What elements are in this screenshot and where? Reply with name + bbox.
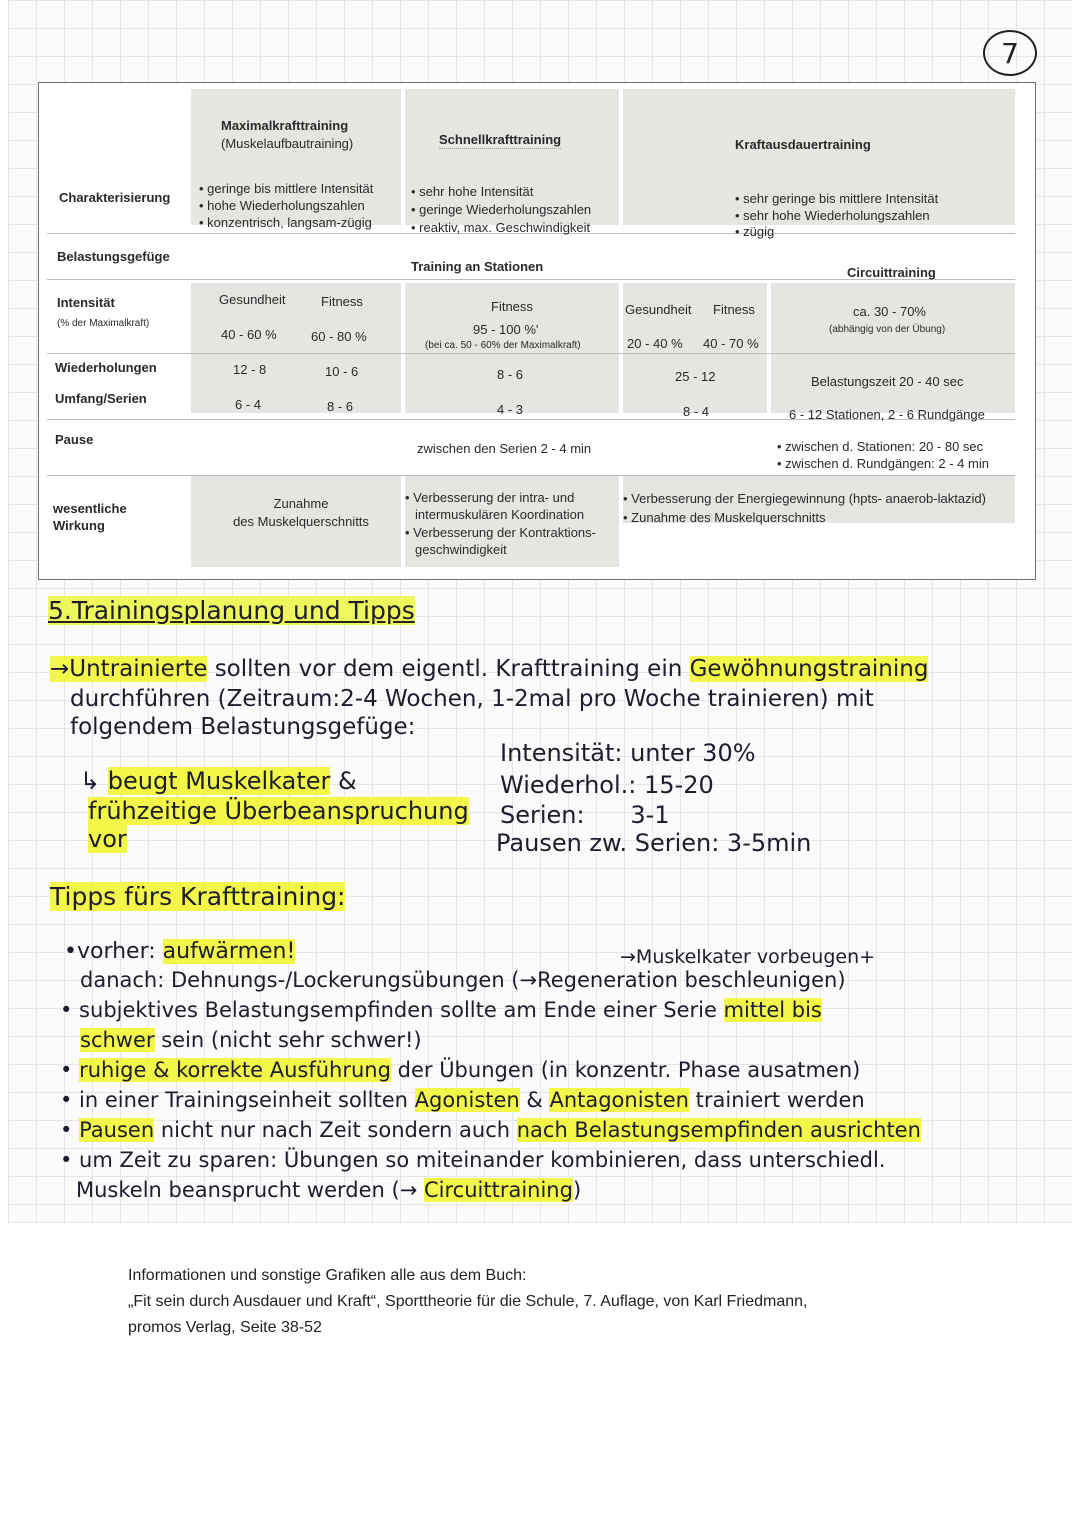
tip-2: danach: Dehnungs-/Lockerungsübungen (→Regeneration beschleunigen) — [80, 968, 846, 992]
header-schnellkraft: Schnellkrafttraining — [439, 132, 562, 147]
wirk-ausdauer-1: • Verbesserung der Energiegewinnung (hpts- anaerob-laktazid) — [623, 491, 986, 506]
tip-1 — [64, 938, 295, 966]
param-pausen: Pausen zw. Serien: 3-5min — [496, 829, 812, 857]
mark-muskelkater: beugt Muskelkater — [107, 767, 331, 795]
section-heading-text: 5.Trainingsplanung und Tipps — [48, 596, 415, 625]
char-ausdauer-2: • sehr hohe Wiederholungszahlen — [735, 208, 930, 223]
wdh-stationen: 25 - 12 — [675, 369, 716, 384]
mark-ueberbeanspruchung: frühzeitige Überbeanspruchung — [88, 797, 469, 825]
pause-serien: zwischen den Serien 2 - 4 min — [417, 441, 592, 456]
note-line-1 — [50, 654, 928, 684]
label-training-stationen: Training an Stationen — [411, 259, 544, 274]
note-text: nicht nur nach Zeit sondern auch — [154, 1118, 517, 1142]
param-intensitaet: Intensität: unter 30% — [500, 739, 756, 767]
tip-7 — [60, 1116, 921, 1144]
pause-circuit-2: • zwischen d. Rundgängen: 2 - 4 min — [777, 456, 989, 471]
row-intensitaet: Intensität — [57, 295, 115, 310]
row-pause: Pause — [55, 432, 94, 447]
tip-4 — [80, 1026, 422, 1054]
label-fitness-st: Fitness — [713, 302, 755, 317]
mark-ausfuehrung: ruhige & korrekte Ausführung — [79, 1058, 391, 1082]
char-max-3: • konzentrisch, langsam-zügig — [199, 215, 372, 230]
wirk-schnell-4: geschwindigkeit — [415, 542, 507, 557]
label-gesundheit-st: Gesundheit — [625, 302, 692, 317]
header-maxkraft: Maximalkrafttraining — [221, 118, 349, 133]
tip-3 — [60, 996, 822, 1024]
note-text: • subjektives Belastungsempfinden sollte am Ende einer Serie — [60, 998, 724, 1022]
note-side-3 — [88, 824, 127, 854]
note-line-3: folgendem Belastungsgefüge: — [70, 714, 416, 740]
int-schnell-sub: (bei ca. 50 - 60% der Maximalkraft) — [425, 340, 581, 351]
note-text: der Übungen (in konzentr. Phase ausatmen) — [390, 1058, 861, 1082]
tip-9 — [76, 1176, 581, 1204]
arrow-icon: ↳ — [80, 767, 108, 795]
mark-untrainierte: →Untrainierte — [50, 656, 208, 682]
tip-1-note: →Muskelkater vorbeugen+ — [620, 946, 876, 968]
int-schnell: 95 - 100 %' — [473, 322, 539, 337]
wdh-schnell: 8 - 6 — [497, 367, 524, 382]
mark-antagonisten: Antagonisten — [549, 1088, 689, 1112]
char-ausdauer-1: • sehr geringe bis mittlere Intensität — [735, 191, 939, 206]
row-wirkung-2: Wirkung — [53, 518, 105, 533]
char-max-1: • geringe bis mittlere Intensität — [199, 181, 374, 196]
wirk-ausdauer-2: • Zunahme des Muskelquerschnitts — [623, 510, 826, 525]
param-serien: Serien: 3-1 — [500, 801, 670, 829]
um-max-fitness: 8 - 6 — [327, 399, 354, 414]
note-text: sein (nicht sehr schwer!) — [154, 1028, 422, 1052]
um-circuit: 6 - 12 Stationen, 2 - 6 Rundgänge — [789, 407, 985, 422]
source-footer — [128, 1263, 978, 1341]
header-kraftausdauer: Kraftausdauertraining — [735, 137, 871, 152]
wirk-max-1: Zunahme — [273, 496, 329, 511]
wirk-max-2: des Muskelquerschnitts — [233, 514, 369, 529]
row-belastungsgefuege: Belastungsgefüge — [57, 249, 170, 264]
note-text: ) — [572, 1178, 582, 1202]
label-fitness: Fitness — [321, 294, 363, 309]
training-table — [38, 82, 1036, 580]
char-schnell-3: • reaktiv, max. Geschwindigkeit — [411, 220, 591, 235]
note-side-2 — [88, 796, 469, 826]
label-fitness-schnell: Fitness — [491, 299, 533, 314]
note-text: & — [519, 1088, 550, 1112]
tip-5 — [60, 1056, 860, 1084]
note-text: sollten vor dem eigentl. Krafttraining ein — [207, 656, 690, 682]
footer-line-2: „Fit sein durch Ausdauer und Kraft“, Sporttheorie für die Schule, 7. Auflage, von Karl Friedmann, — [128, 1293, 808, 1310]
char-ausdauer-3: • zügig — [735, 224, 775, 239]
wdh-circuit: Belastungszeit 20 - 40 sec — [811, 374, 964, 389]
note-text: • — [60, 1058, 80, 1082]
tips-heading — [50, 882, 345, 912]
mark-pausen: Pausen — [79, 1118, 155, 1142]
footer-line-1: Informationen und sonstige Grafiken alle aus dem Buch: — [128, 1267, 527, 1284]
mark-circuittraining: Circuittraining — [424, 1178, 573, 1202]
mark-belastungsempfinden: nach Belastungsempfinden ausrichten — [516, 1118, 921, 1142]
row-divider — [47, 475, 1015, 476]
param-wiederholungen: Wiederhol.: 15-20 — [500, 771, 714, 799]
um-max-gesundheit: 6 - 4 — [235, 397, 262, 412]
footer-line-3: promos Verlag, Seite 38-52 — [128, 1319, 322, 1336]
mark-mittel-bis: mittel bis — [723, 998, 822, 1022]
label-gesundheit: Gesundheit — [219, 292, 286, 307]
row-wirkung-1: wesentliche — [53, 501, 127, 516]
um-stationen: 8 - 4 — [683, 404, 710, 419]
um-schnell: 4 - 3 — [497, 402, 524, 417]
note-text: & — [330, 767, 357, 795]
int-circuit: ca. 30 - 70% — [853, 304, 926, 319]
label-circuittraining: Circuittraining — [847, 265, 936, 280]
row-divider — [47, 353, 1015, 354]
row-charakterisierung: Charakterisierung — [59, 190, 171, 205]
wdh-max-gesundheit: 12 - 8 — [233, 362, 267, 377]
int-max-fitness: 60 - 80 % — [311, 329, 367, 344]
row-wiederholungen: Wiederholungen — [55, 360, 157, 375]
wirk-schnell-3: • Verbesserung der Kontraktions- — [405, 525, 596, 540]
note-text: •vorher: — [64, 939, 163, 964]
char-max-2: • hohe Wiederholungszahlen — [199, 198, 365, 213]
tips-heading-text: Tipps fürs Krafttraining: — [50, 882, 346, 911]
note-line-2: durchführen (Zeitraum:2-4 Wochen, 1-2mal pro Woche trainieren) mit — [70, 686, 874, 712]
tip-6 — [60, 1086, 865, 1114]
note-text: • in einer Trainingseinheit sollten — [60, 1088, 415, 1112]
char-schnell-1: • sehr hohe Intensität — [411, 184, 534, 199]
pause-circuit-1: • zwischen d. Stationen: 20 - 80 sec — [777, 439, 984, 454]
page-number: 7 — [983, 30, 1037, 76]
mark-schwer: schwer — [80, 1028, 155, 1052]
note-text: trainiert werden — [688, 1088, 865, 1112]
note-text: Muskeln beansprucht werden (→ — [76, 1178, 424, 1202]
tip-8: • um Zeit zu sparen: Übungen so miteinander kombinieren, dass unterschiedl. — [60, 1148, 886, 1172]
wirk-schnell-1: • Verbesserung der intra- und — [405, 490, 575, 505]
note-text: • — [60, 1118, 80, 1142]
mark-vor: vor — [88, 825, 127, 853]
wdh-max-fitness: 10 - 6 — [325, 364, 359, 379]
int-circuit-sub: (abhängig von der Übung) — [829, 324, 946, 335]
row-umfang: Umfang/Serien — [55, 391, 147, 406]
section-heading — [48, 596, 415, 626]
mark-agonisten: Agonisten — [414, 1088, 520, 1112]
int-st-gesundheit: 20 - 40 % — [627, 336, 683, 351]
mark-aufwaermen: aufwärmen! — [162, 939, 296, 964]
wirk-schnell-2: intermuskulären Koordination — [415, 507, 585, 522]
note-side-1 — [80, 766, 357, 796]
mark-gewoehnungstraining: Gewöhnungstraining — [689, 656, 929, 682]
int-st-fitness: 40 - 70 % — [703, 336, 759, 351]
char-schnell-2: • geringe Wiederholungszahlen — [411, 202, 592, 217]
header-maxkraft-sub: (Muskelaufbautraining) — [221, 136, 354, 151]
row-intensitaet-sub: (% der Maximalkraft) — [57, 318, 150, 329]
int-max-gesundheit: 40 - 60 % — [221, 327, 277, 342]
